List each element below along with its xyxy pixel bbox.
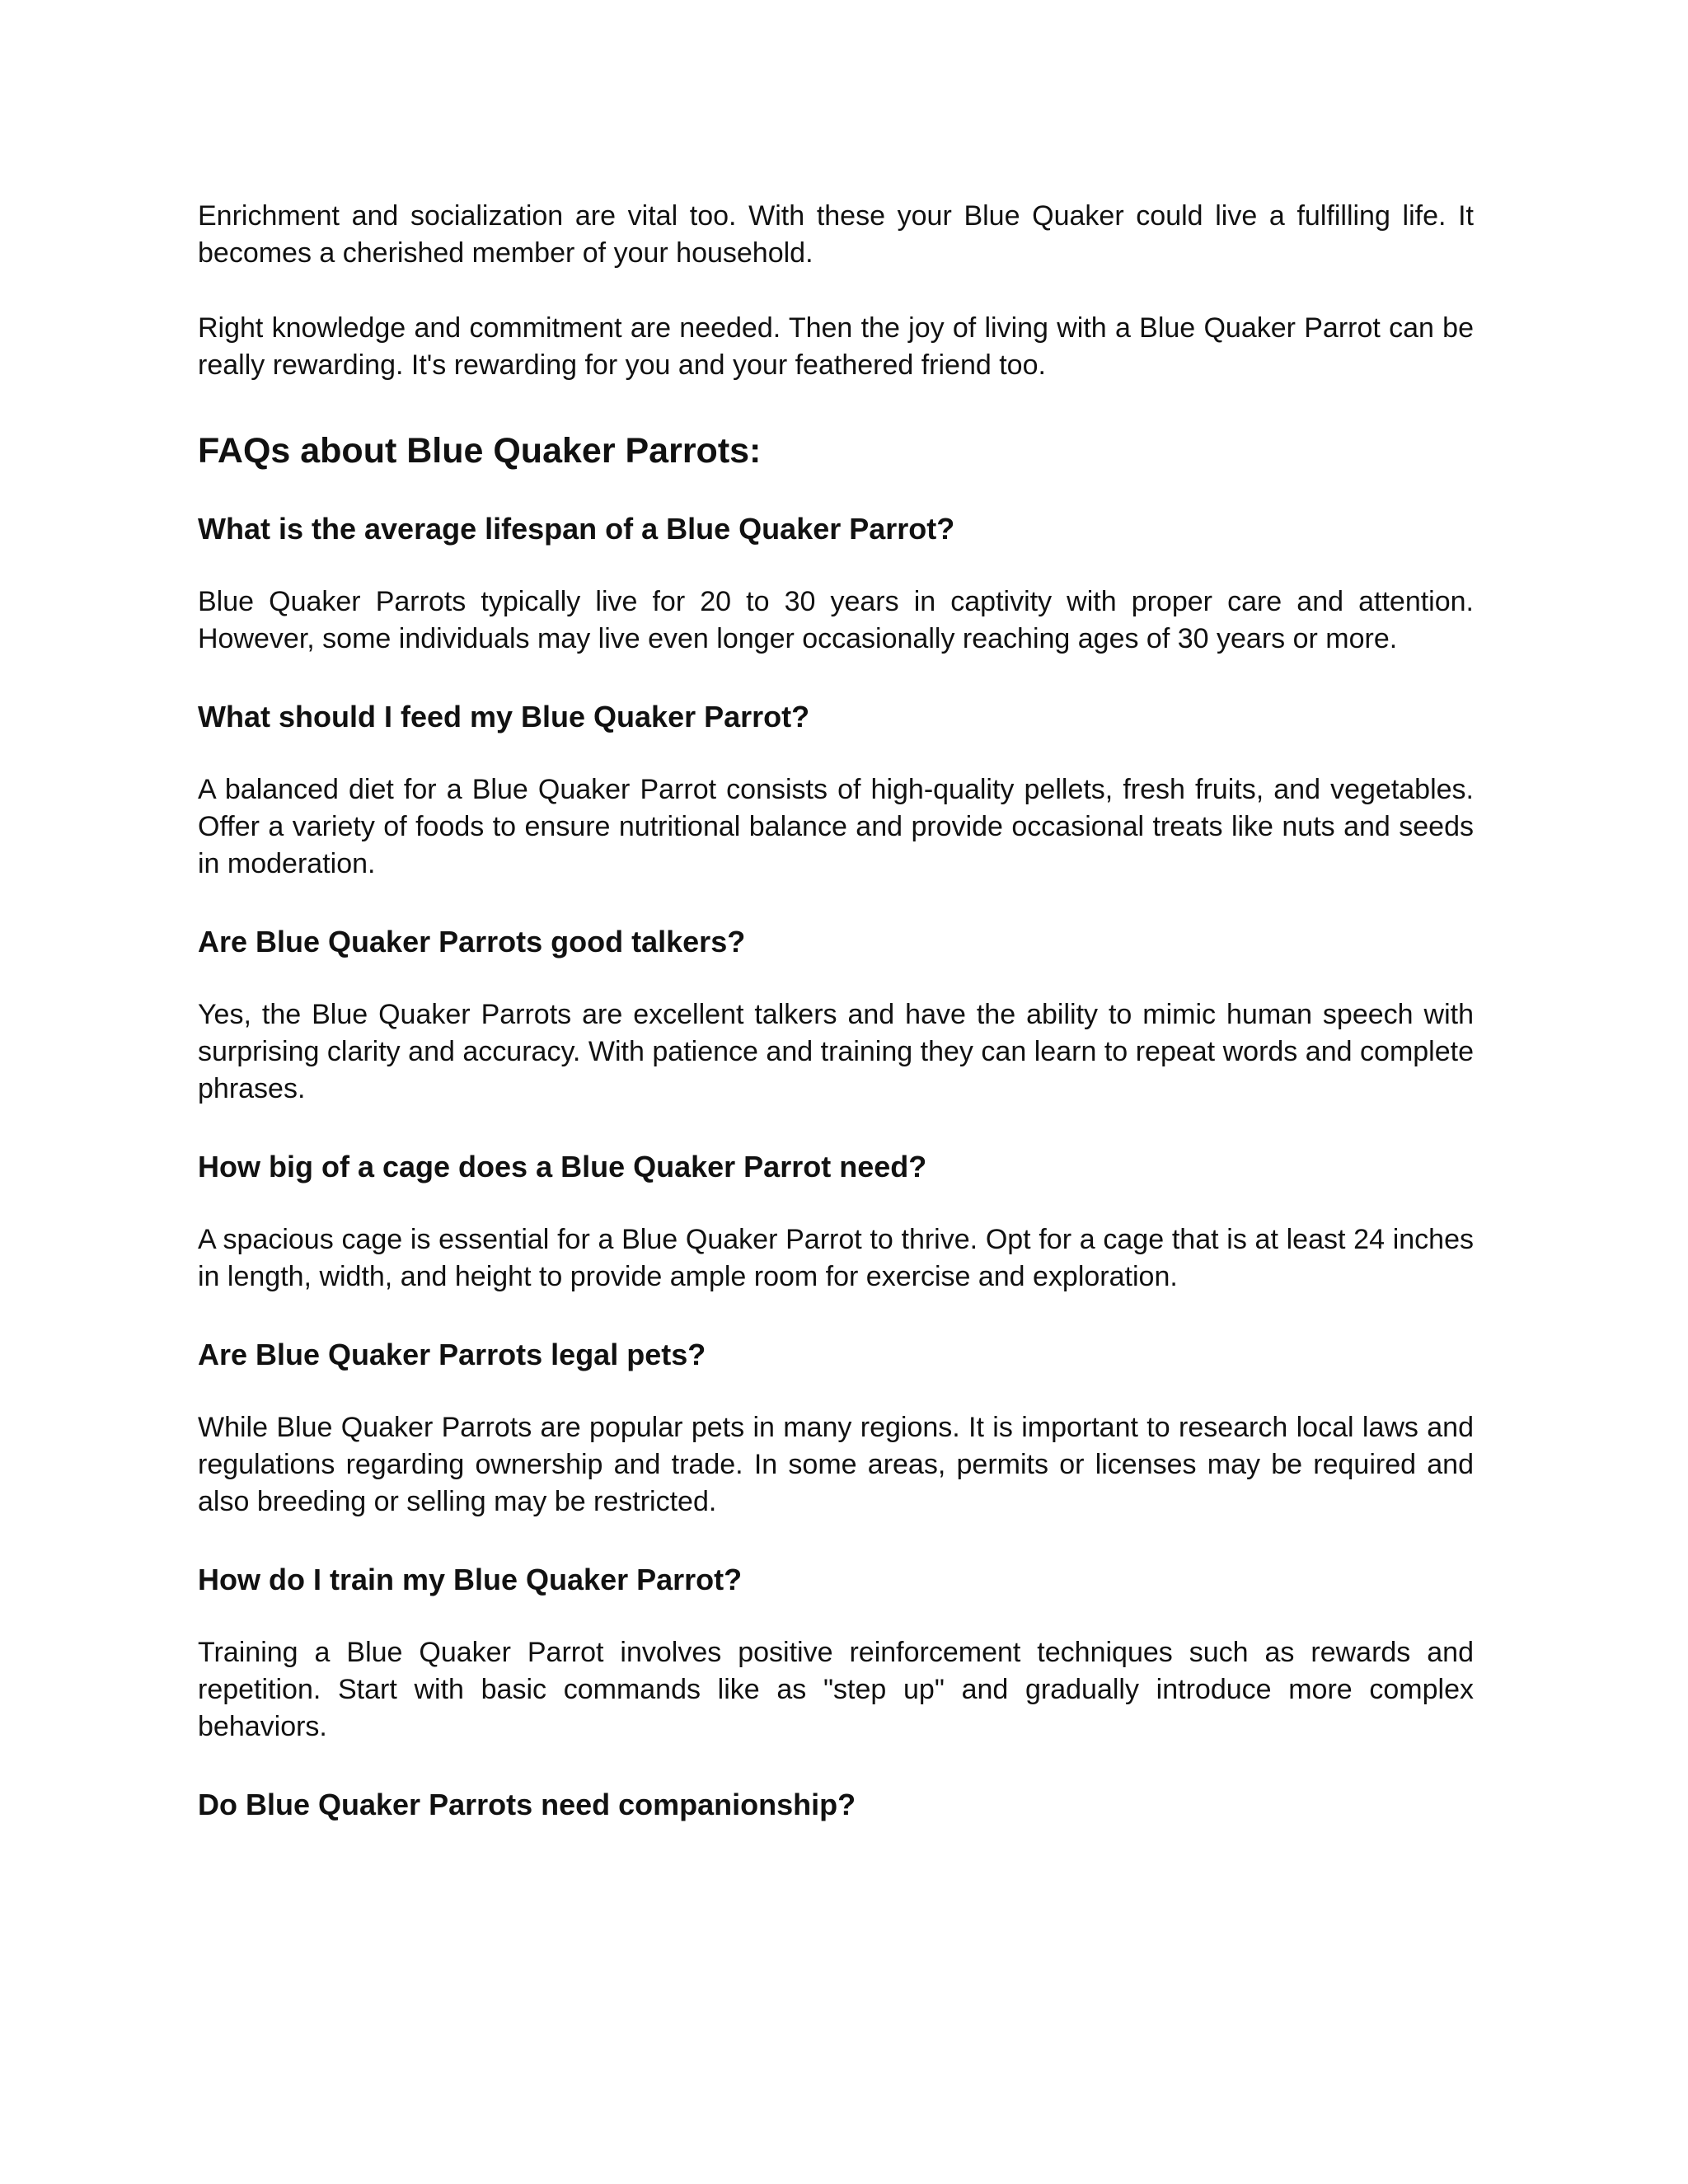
answer-spacer — [198, 658, 1474, 697]
faq-question-training: How do I train my Blue Quaker Parrot? — [198, 1563, 743, 1596]
faq-section-heading: FAQs about Blue Quaker Parrots: — [198, 431, 762, 471]
faq-answer-talkers: Yes, the Blue Quaker Parrots are excellent talkers and have the ability to mimic human speech with surprising clarity and accuracy. With patience and training they can learn to repeat words and complete phrases. — [198, 999, 1474, 1104]
faq-question-cage-size: How big of a cage does a Blue Quaker Parrot need? — [198, 1150, 927, 1183]
document-content — [198, 198, 1474, 1825]
intro-paragraph-enrichment: Enrichment and socialization are vital too. With these your Blue Quaker could live a fulfilling life. It becomes a cherished member of your household. — [198, 200, 1474, 269]
faq-question-companionship: Do Blue Quaker Parrots need companionship? — [198, 1788, 856, 1821]
question-spacer — [198, 737, 1474, 771]
faq-question-feeding: What should I feed my Blue Quaker Parrot? — [198, 700, 810, 733]
heading-spacer — [198, 473, 1474, 509]
answer-spacer — [198, 1521, 1474, 1560]
faq-question-legal: Are Blue Quaker Parrots legal pets? — [198, 1338, 706, 1371]
answer-spacer — [198, 883, 1474, 922]
faq-answer-cage-size: A spacious cage is essential for a Blue Quaker Parrot to thrive. Opt for a cage that is at least 24 inches in length, width, and height to provide ample room for exercise and exploration. — [198, 1224, 1474, 1292]
question-spacer — [198, 962, 1474, 996]
faq-answer-lifespan: Blue Quaker Parrots typically live for 20 to 30 years in captivity with proper care and attention. However, some individuals may live even longer occasionally reaching ages of 30 years or more. — [198, 586, 1474, 654]
question-spacer — [198, 1600, 1474, 1634]
faq-answer-legal: While Blue Quaker Parrots are popular pets in many regions. It is important to research local laws and regulations regarding ownership and trade. In some areas, permits or licenses may be required and also breeding or selling may be restricted. — [198, 1412, 1474, 1517]
faq-answer-feeding: A balanced diet for a Blue Quaker Parrot consists of high-quality pellets, fresh fruits, and vegetables. Offer a variety of foods to ensure nutritional balance and provide occasional treats like nuts and seeds in moderation. — [198, 774, 1474, 879]
question-spacer — [198, 1187, 1474, 1221]
answer-spacer — [198, 1108, 1474, 1147]
question-spacer — [198, 549, 1474, 583]
faq-question-lifespan: What is the average lifespan of a Blue Quaker Parrot? — [198, 512, 955, 546]
answer-spacer — [198, 1296, 1474, 1335]
faq-answer-training: Training a Blue Quaker Parrot involves positive reinforcement techniques such as rewards and repetition. Start with basic commands like as "step up" and gradually introduce more complex behaviors. — [198, 1637, 1474, 1742]
faq-question-talkers: Are Blue Quaker Parrots good talkers? — [198, 925, 746, 958]
intro-paragraph-commitment: Right knowledge and commitment are needed. Then the joy of living with a Blue Quaker Parrot can be really rewarding. It's rewarding for you and your feathered friend too. — [198, 312, 1474, 381]
paragraph-spacer — [198, 272, 1474, 310]
paragraph-spacer — [198, 384, 1474, 429]
answer-spacer — [198, 1746, 1474, 1785]
question-spacer — [198, 1375, 1474, 1409]
